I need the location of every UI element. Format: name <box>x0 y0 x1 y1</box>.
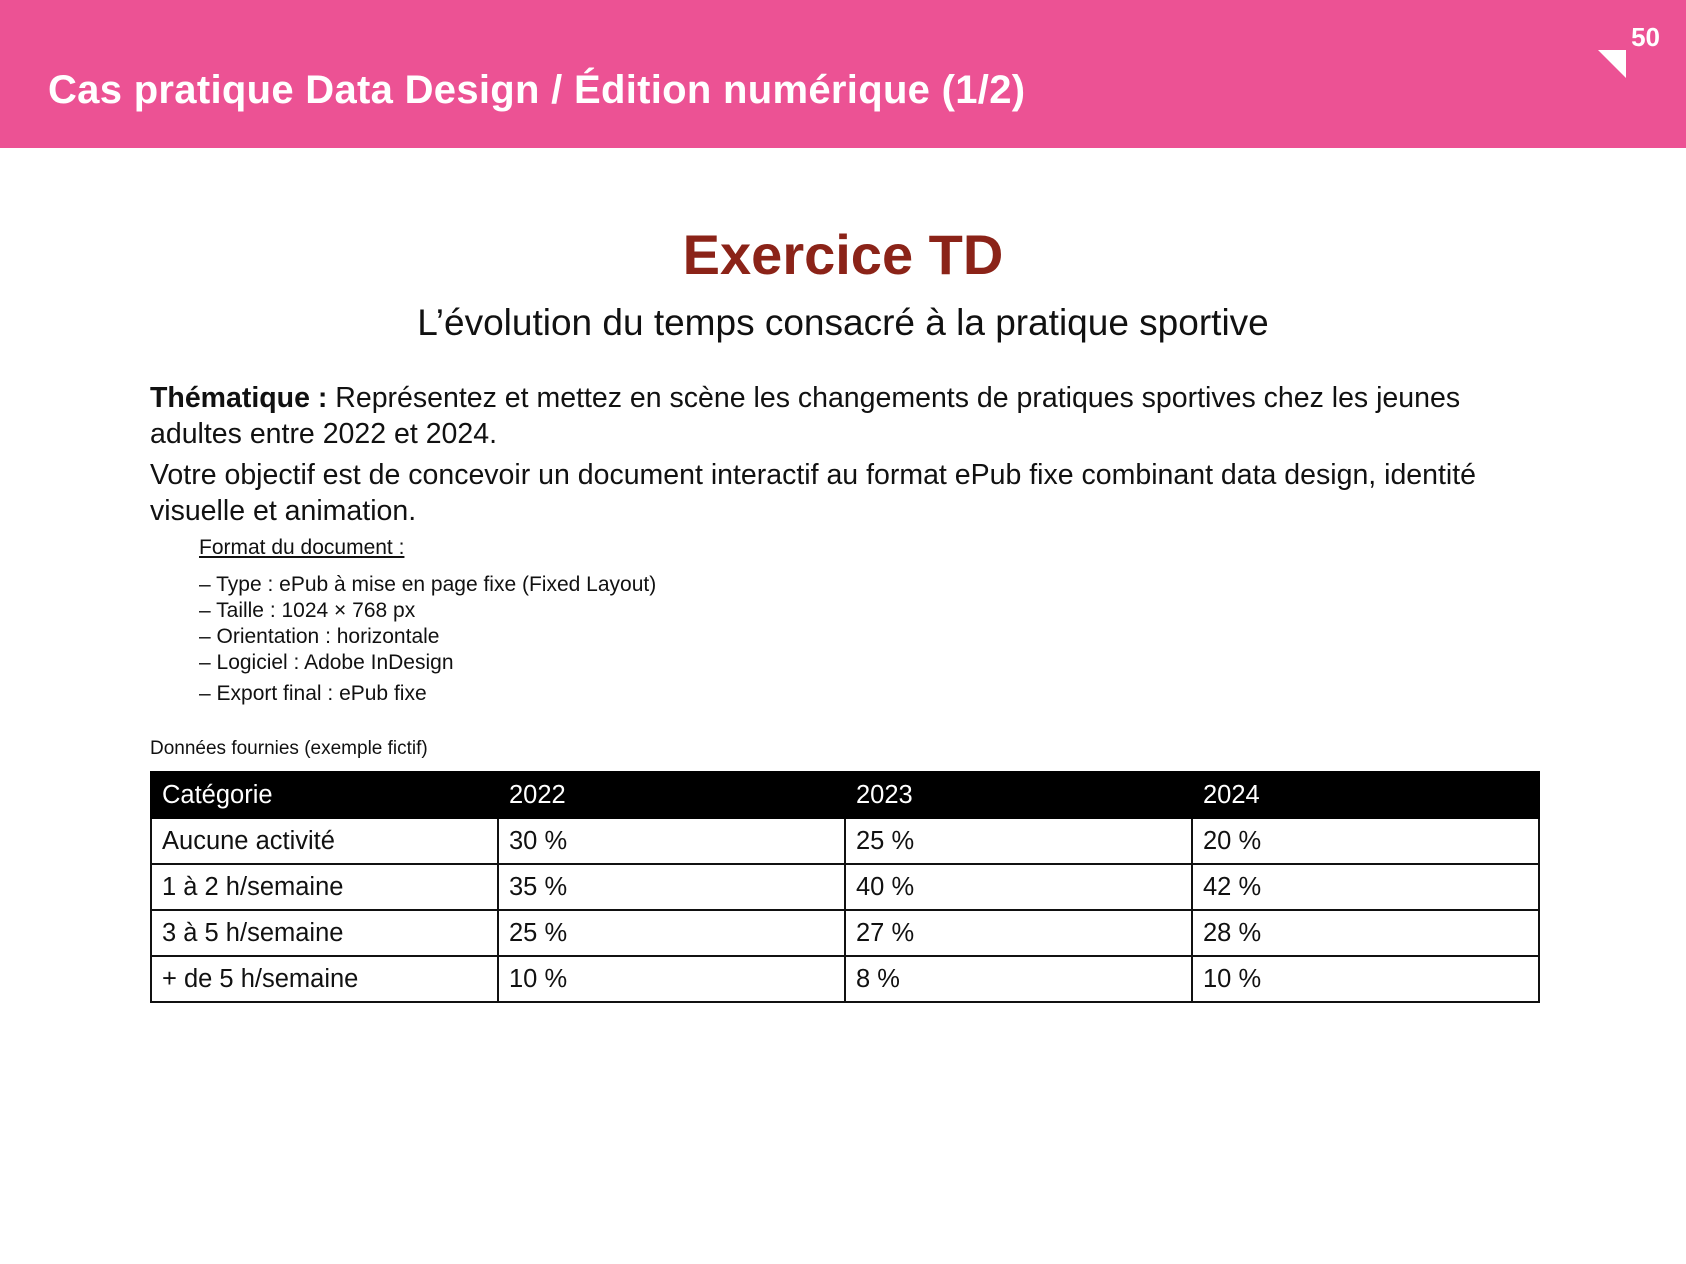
table-row <box>151 910 1539 956</box>
thematique-label: Thématique : <box>150 382 328 414</box>
table-cell: 42 % <box>1192 864 1539 910</box>
table-cell: 30 % <box>498 818 845 864</box>
table-cell: 35 % <box>498 864 845 910</box>
table-cell: 8 % <box>845 956 1192 1002</box>
table-cell: 27 % <box>845 910 1192 956</box>
table-header-cell: 2024 <box>1192 772 1539 818</box>
table-cell: 3 à 5 h/semaine <box>151 910 498 956</box>
table-cell: + de 5 h/semaine <box>151 956 498 1002</box>
table-row <box>151 956 1539 1002</box>
format-section <box>199 534 656 707</box>
data-table <box>150 771 1540 1003</box>
header-title: Cas pratique Data Design / Édition numérique (1/2) <box>48 68 1026 112</box>
format-item-orientation: – Orientation : horizontale <box>199 625 440 648</box>
thematique-text: Représentez et mettez en scène les changements de pratiques sportives chez les jeunes adultes entre 2022 et 2024. <box>150 382 1461 450</box>
page-number: 50 <box>1631 22 1660 52</box>
format-item-type: – Type : ePub à mise en page fixe (Fixed Layout) <box>199 573 657 596</box>
format-list <box>199 572 656 707</box>
table-cell: Aucune activité <box>151 818 498 864</box>
table-row <box>151 818 1539 864</box>
table-header-row <box>151 772 1539 818</box>
table-header-cell: Catégorie <box>151 772 498 818</box>
format-item-export: – Export final : ePub fixe <box>199 682 427 705</box>
page-subtitle: L’évolution du temps consacré à la pratique sportive <box>417 302 1269 343</box>
thematique-paragraph <box>150 380 1550 452</box>
table-cell: 25 % <box>498 910 845 956</box>
table-cell: 1 à 2 h/semaine <box>151 864 498 910</box>
table-cell: 10 % <box>1192 956 1539 1002</box>
table-cell: 25 % <box>845 818 1192 864</box>
corner-triangle-icon <box>1598 50 1626 78</box>
header-bar <box>0 0 1686 148</box>
table-header-cell: 2022 <box>498 772 845 818</box>
format-item-size: – Taille : 1024 × 768 px <box>199 599 416 622</box>
table-cell: 20 % <box>1192 818 1539 864</box>
format-item-software: – Logiciel : Adobe InDesign <box>199 651 454 674</box>
table-cell: 40 % <box>845 864 1192 910</box>
format-title: Format du document : <box>199 536 405 559</box>
table-header-cell: 2023 <box>845 772 1192 818</box>
page-title: Exercice TD <box>682 223 1004 286</box>
objective-paragraph: Votre objectif est de concevoir un document interactif au format ePub fixe combinant data design, identité visuelle et animation. <box>150 459 1477 527</box>
table-row <box>151 864 1539 910</box>
table-cell: 28 % <box>1192 910 1539 956</box>
table-cell: 10 % <box>498 956 845 1002</box>
data-caption: Données fournies (exemple fictif) <box>150 738 428 759</box>
